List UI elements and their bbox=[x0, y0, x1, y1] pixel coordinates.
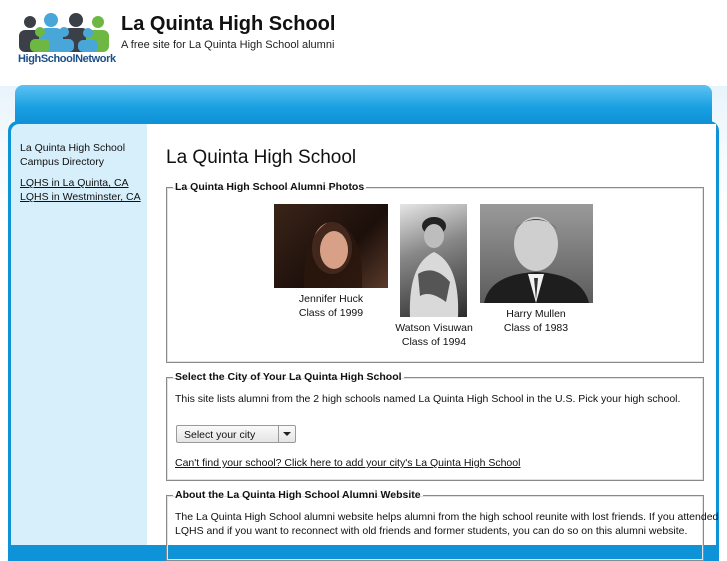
chevron-down-icon[interactable] bbox=[278, 426, 295, 442]
alumni-photo-harry-mullen[interactable] bbox=[480, 204, 593, 303]
logo-wordmark: HighSchoolNetwork bbox=[18, 53, 116, 65]
site-tagline: A free site for La Quinta High School alumni bbox=[121, 39, 335, 51]
city-select-value: Select your city bbox=[184, 429, 256, 441]
caption-name: Jennifer Huck bbox=[298, 293, 364, 305]
caption-class: Class of 1994 bbox=[401, 336, 467, 348]
campus-directory-line2: Campus Directory bbox=[20, 156, 105, 168]
caption-class: Class of 1983 bbox=[503, 322, 569, 334]
alumni-photo-watson-visuwan[interactable] bbox=[400, 204, 467, 317]
add-city-link[interactable]: Can't find your school? Click here to add your city's La Quinta High School bbox=[175, 457, 521, 469]
sidebar-link-la-quinta[interactable]: LQHS in La Quinta, CA bbox=[20, 177, 129, 189]
portrait-image-icon bbox=[400, 204, 467, 317]
campus-directory-line1: La Quinta High School bbox=[20, 142, 126, 154]
alumni-photos-legend: La Quinta High School Alumni Photos bbox=[175, 181, 365, 193]
portrait-image-icon bbox=[274, 204, 388, 288]
people-logo-icon bbox=[18, 13, 110, 53]
highschoolnetwork-logo[interactable] bbox=[18, 13, 116, 71]
city-select-dropdown[interactable] bbox=[176, 425, 296, 443]
city-select-description: This site lists alumni from the 2 high schools named La Quinta High School in the U.S. Pick your high school. bbox=[175, 393, 681, 405]
site-title[interactable]: La Quinta High School bbox=[121, 13, 336, 35]
city-select-legend: Select the City of Your La Quinta High School bbox=[175, 371, 402, 383]
nav-bar bbox=[15, 85, 712, 125]
portrait-image-icon bbox=[480, 204, 593, 303]
sidebar-link-westminster[interactable]: LQHS in Westminster, CA bbox=[20, 191, 141, 203]
alumni-photo-jennifer-huck[interactable] bbox=[274, 204, 388, 288]
caption-name: Watson Visuwan bbox=[395, 322, 473, 334]
caption-name: Harry Mullen bbox=[506, 308, 566, 320]
site-header bbox=[0, 0, 727, 85]
about-legend: About the La Quinta High School Alumni Website bbox=[175, 489, 421, 501]
about-text-line1: The La Quinta High School alumni website helps alumni from the high school reunite with lost friends. If you attended bbox=[175, 511, 719, 523]
caption-class: Class of 1999 bbox=[298, 307, 364, 319]
page-title: La Quinta High School bbox=[166, 147, 357, 168]
about-text-line2: LQHS and if you want to reconnect with old friends and former students, you can do so on this alumni website. bbox=[175, 525, 688, 537]
